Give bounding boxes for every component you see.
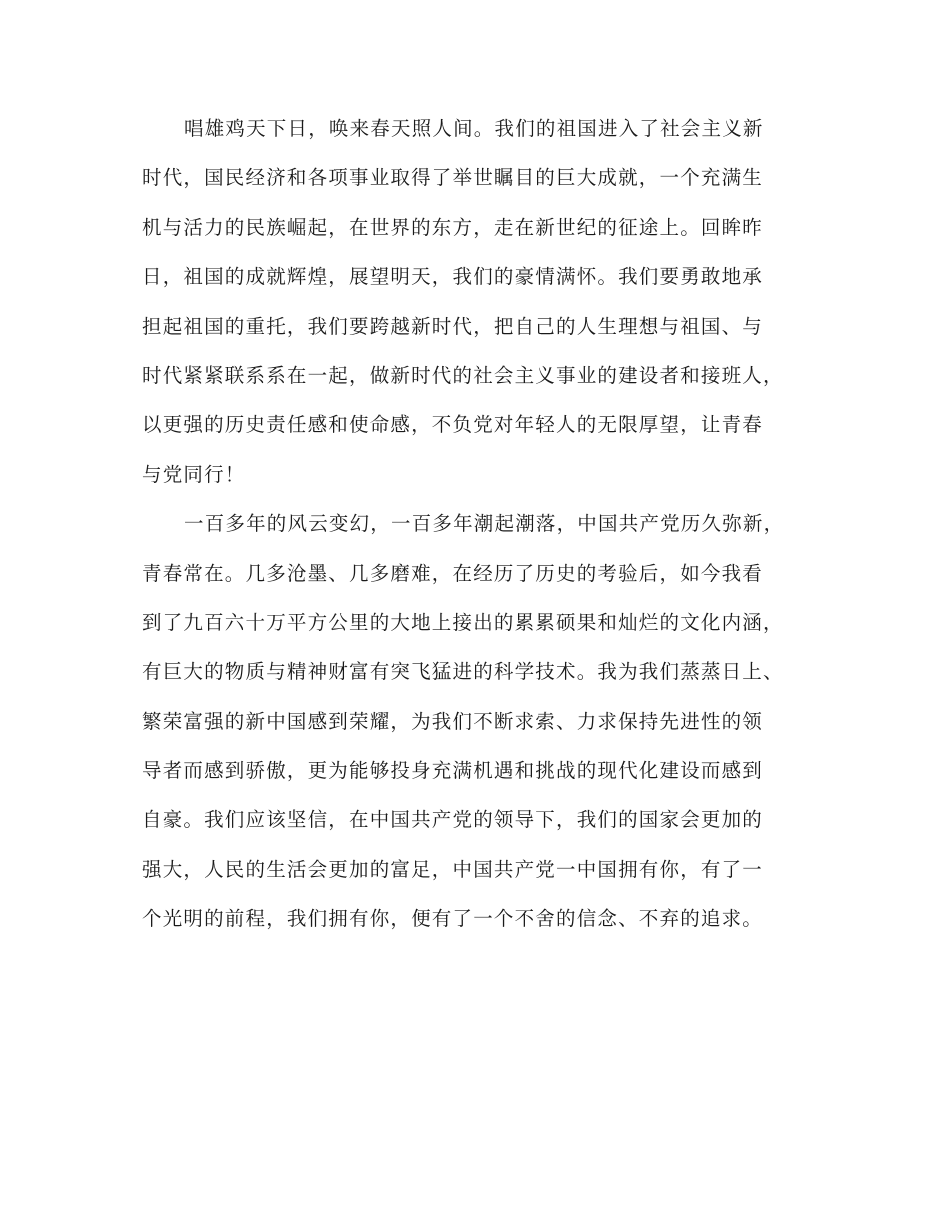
- paragraph-line: 自豪。我们应该坚信，在中国共产党的领导下，我们的国家会更加的: [142, 808, 764, 832]
- paragraph-line: 强大，人民的生活会更加的富足，中国共产党一中国拥有你，有了一: [142, 857, 764, 881]
- paragraph-line: 与党同行！: [142, 462, 246, 486]
- paragraph-line: 一百多年的风云变幻，一百多年潮起潮落，中国共产党历久弥新，: [184, 512, 785, 536]
- paragraph-line: 以更强的历史责任感和使命感，不负党对年轻人的无限厚望，让青春: [142, 413, 764, 437]
- paragraph-line: 青春常在。几多沧墨、几多磨难，在经历了历史的考验后，如今我看: [142, 561, 764, 585]
- paragraph-line: 时代紧紧联系系在一起，做新时代的社会主义事业的建设者和接班人，: [142, 363, 784, 387]
- paragraph-line: 唱雄鸡天下日，唤来春天照人间。我们的祖国进入了社会主义新: [184, 117, 764, 140]
- paragraph-2: [142, 503, 814, 948]
- paragraph-line: 繁荣富强的新中国感到荣耀，为我们不断求索、力求保持先进性的领: [142, 709, 764, 733]
- paragraph-line: 日，祖国的成就辉煌，展望明天，我们的豪情满怀。我们要勇敢地承: [142, 265, 764, 289]
- paragraph-line: 有巨大的物质与精神财富有突飞猛进的科学技术。我为我们蒸蒸日上、: [142, 660, 784, 684]
- paragraph-line: 到了九百六十万平方公里的大地上接出的累累硕果和灿烂的文化内涵，: [142, 610, 784, 634]
- paragraph-line: 时代，国民经济和各项事业取得了举世瞩目的巨大成就，一个充满生: [142, 166, 764, 190]
- paragraph-line: 担起祖国的重托，我们要跨越新时代，把自己的人生理想与祖国、与: [142, 314, 764, 338]
- paragraph-line: 机与活力的民族崛起，在世界的东方，走在新世纪的征途上。回眸昨: [142, 215, 764, 239]
- paragraph-1: [142, 108, 814, 503]
- paragraph-line: 导者而感到骄傲，更为能够投身充满机遇和挑战的现代化建设而感到: [142, 759, 764, 783]
- paragraph-line: 个光明的前程，我们拥有你，便有了一个不舍的信念、不弃的追求。: [142, 907, 764, 931]
- document-body: [142, 108, 814, 948]
